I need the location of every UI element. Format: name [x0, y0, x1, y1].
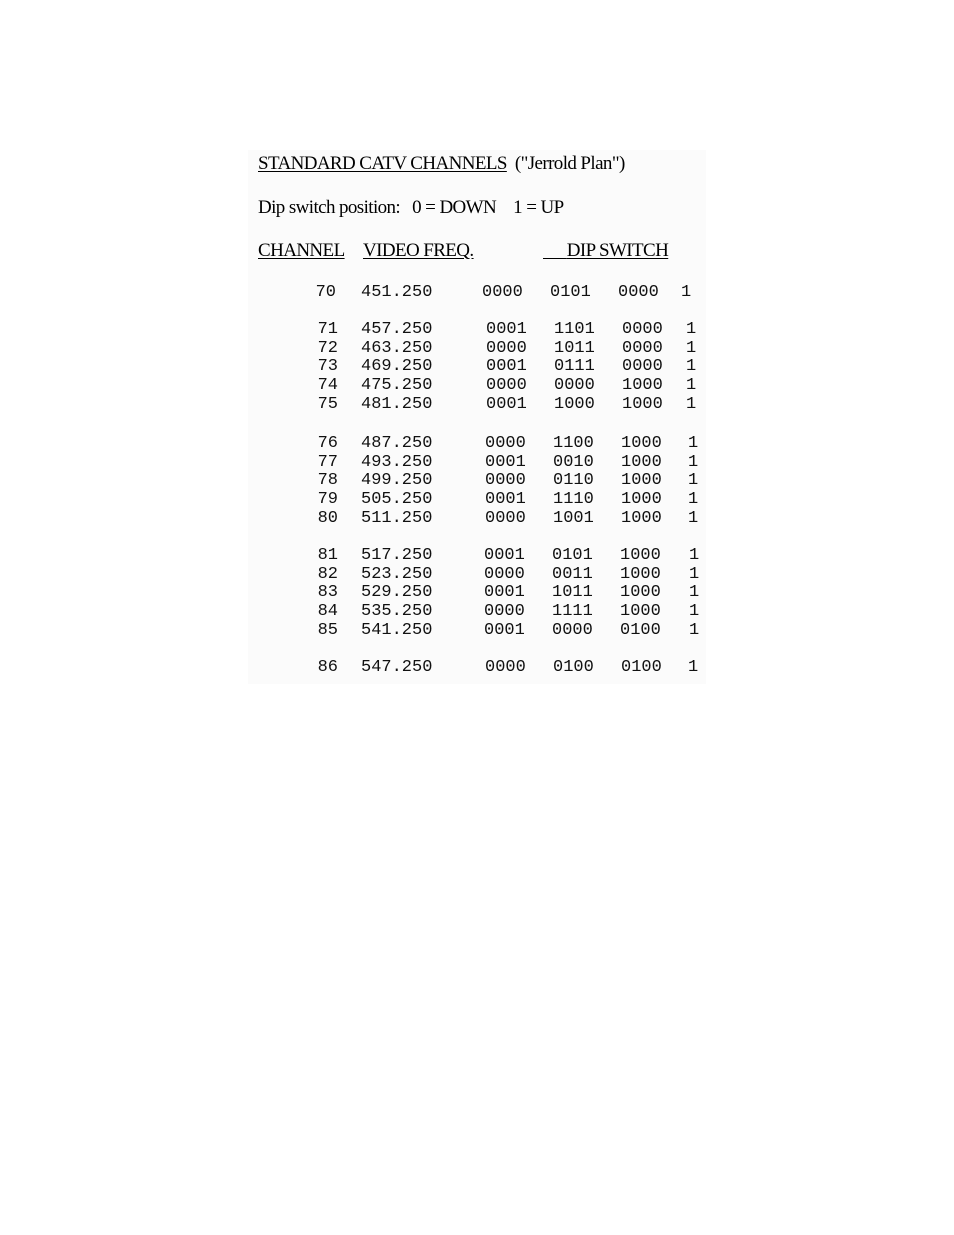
cell-dip-bit-4: 1	[686, 376, 697, 395]
cell-dip-group-3: 1000	[621, 453, 662, 472]
cell-dip-group-3: 0000	[622, 357, 663, 376]
cell-video-freq: 505.250	[361, 490, 433, 509]
cell-dip-group-2: 1001	[553, 509, 594, 528]
cell-dip-group-2: 0111	[554, 357, 595, 376]
cell-dip-group-3: 1000	[621, 509, 662, 528]
cell-channel: 84	[317, 602, 338, 621]
cell-video-freq: 517.250	[361, 546, 433, 565]
cell-channel: 82	[317, 565, 338, 584]
title-main: STANDARD CATV CHANNELS	[258, 153, 507, 174]
cell-video-freq: 529.250	[361, 583, 433, 602]
cell-dip-group-2: 0000	[552, 621, 593, 640]
cell-dip-bit-4: 1	[689, 546, 700, 565]
cell-dip-group-3: 1000	[622, 395, 663, 414]
cell-dip-group-1: 0000	[486, 339, 527, 358]
cell-dip-group-2: 1110	[553, 490, 594, 509]
cell-channel: 72	[317, 339, 338, 358]
legend-label: Dip switch position:	[258, 197, 401, 218]
cell-video-freq: 475.250	[361, 376, 433, 395]
cell-dip-group-1: 0000	[486, 376, 527, 395]
cell-video-freq: 481.250	[361, 395, 433, 414]
cell-video-freq: 499.250	[361, 471, 433, 490]
cell-dip-group-1: 0001	[486, 320, 527, 339]
cell-video-freq: 493.250	[361, 453, 433, 472]
cell-dip-group-1: 0001	[486, 395, 527, 414]
cell-video-freq: 541.250	[361, 621, 433, 640]
cell-channel: 83	[317, 583, 338, 602]
cell-dip-group-2: 1011	[554, 339, 595, 358]
cell-dip-group-1: 0000	[484, 602, 525, 621]
cell-dip-group-3: 0000	[622, 339, 663, 358]
cell-channel: 73	[317, 357, 338, 376]
cell-dip-group-1: 0000	[485, 509, 526, 528]
cell-dip-group-3: 1000	[620, 583, 661, 602]
cell-dip-group-3: 0100	[621, 658, 662, 677]
column-header-video-freq: VIDEO FREQ.	[363, 240, 474, 261]
legend-up: 1 = UP	[513, 197, 564, 218]
cell-dip-group-3: 1000	[621, 471, 662, 490]
cell-dip-group-2: 0011	[552, 565, 593, 584]
cell-channel: 78	[317, 471, 338, 490]
cell-channel: 85	[317, 621, 338, 640]
cell-dip-group-3: 1000	[621, 490, 662, 509]
cell-channel: 70	[315, 283, 336, 302]
cell-dip-group-2: 0101	[552, 546, 593, 565]
cell-channel: 77	[317, 453, 338, 472]
cell-dip-group-3: 1000	[620, 602, 661, 621]
cell-dip-bit-4: 1	[688, 434, 699, 453]
cell-dip-bit-4: 1	[686, 339, 697, 358]
cell-channel: 81	[317, 546, 338, 565]
dip-switch-legend	[258, 197, 564, 219]
cell-dip-group-1: 0001	[484, 546, 525, 565]
cell-video-freq: 451.250	[361, 283, 433, 302]
cell-channel: 71	[317, 320, 338, 339]
cell-video-freq: 535.250	[361, 602, 433, 621]
cell-video-freq: 487.250	[361, 434, 433, 453]
document-title	[258, 153, 625, 175]
cell-video-freq: 511.250	[361, 509, 433, 528]
cell-dip-group-2: 0101	[550, 283, 591, 302]
cell-dip-group-1: 0001	[485, 490, 526, 509]
cell-dip-group-2: 0100	[553, 658, 594, 677]
cell-dip-group-2: 1000	[554, 395, 595, 414]
cell-video-freq: 523.250	[361, 565, 433, 584]
cell-dip-group-1: 0000	[485, 434, 526, 453]
cell-dip-group-3: 1000	[622, 376, 663, 395]
cell-dip-bit-4: 1	[689, 565, 700, 584]
cell-dip-group-1: 0000	[485, 471, 526, 490]
cell-dip-group-3: 1000	[620, 565, 661, 584]
column-header-dip-switch-label: DIP SWITCH	[566, 240, 669, 261]
cell-dip-bit-4: 1	[689, 602, 700, 621]
cell-dip-bit-4: 1	[689, 621, 700, 640]
column-header-channel: CHANNEL	[258, 240, 345, 261]
column-header-dip-switch	[543, 240, 668, 262]
cell-dip-bit-4: 1	[686, 357, 697, 376]
title-plan-name: ("Jerrold Plan")	[514, 153, 625, 174]
cell-dip-group-3: 1000	[621, 434, 662, 453]
cell-channel: 75	[317, 395, 338, 414]
cell-dip-group-1: 0001	[486, 357, 527, 376]
cell-dip-bit-4: 1	[681, 283, 692, 302]
cell-dip-group-1: 0001	[484, 583, 525, 602]
cell-video-freq: 469.250	[361, 357, 433, 376]
legend-down: 0 = DOWN	[412, 197, 497, 218]
cell-dip-group-3: 0000	[622, 320, 663, 339]
cell-dip-group-2: 1101	[554, 320, 595, 339]
cell-video-freq: 457.250	[361, 320, 433, 339]
cell-dip-bit-4: 1	[688, 658, 699, 677]
cell-dip-bit-4: 1	[689, 583, 700, 602]
cell-dip-group-1: 0000	[482, 283, 523, 302]
cell-dip-group-2: 1100	[553, 434, 594, 453]
cell-dip-group-2: 1011	[552, 583, 593, 602]
cell-dip-bit-4: 1	[688, 453, 699, 472]
cell-dip-bit-4: 1	[688, 509, 699, 528]
cell-dip-group-3: 0100	[620, 621, 661, 640]
cell-dip-group-1: 0000	[484, 565, 525, 584]
cell-video-freq: 463.250	[361, 339, 433, 358]
cell-channel: 80	[317, 509, 338, 528]
cell-channel: 79	[317, 490, 338, 509]
cell-dip-group-2: 0010	[553, 453, 594, 472]
cell-dip-group-1: 0001	[484, 621, 525, 640]
cell-dip-group-2: 0110	[553, 471, 594, 490]
cell-channel: 76	[317, 434, 338, 453]
cell-dip-group-1: 0001	[485, 453, 526, 472]
cell-dip-group-2: 1111	[552, 602, 593, 621]
cell-dip-group-3: 1000	[620, 546, 661, 565]
cell-dip-group-2: 0000	[554, 376, 595, 395]
cell-dip-bit-4: 1	[686, 395, 697, 414]
cell-video-freq: 547.250	[361, 658, 433, 677]
cell-channel: 86	[317, 658, 338, 677]
cell-channel: 74	[317, 376, 338, 395]
cell-dip-bit-4: 1	[686, 320, 697, 339]
cell-dip-group-1: 0000	[485, 658, 526, 677]
cell-dip-bit-4: 1	[688, 471, 699, 490]
cell-dip-group-3: 0000	[618, 283, 659, 302]
cell-dip-bit-4: 1	[688, 490, 699, 509]
